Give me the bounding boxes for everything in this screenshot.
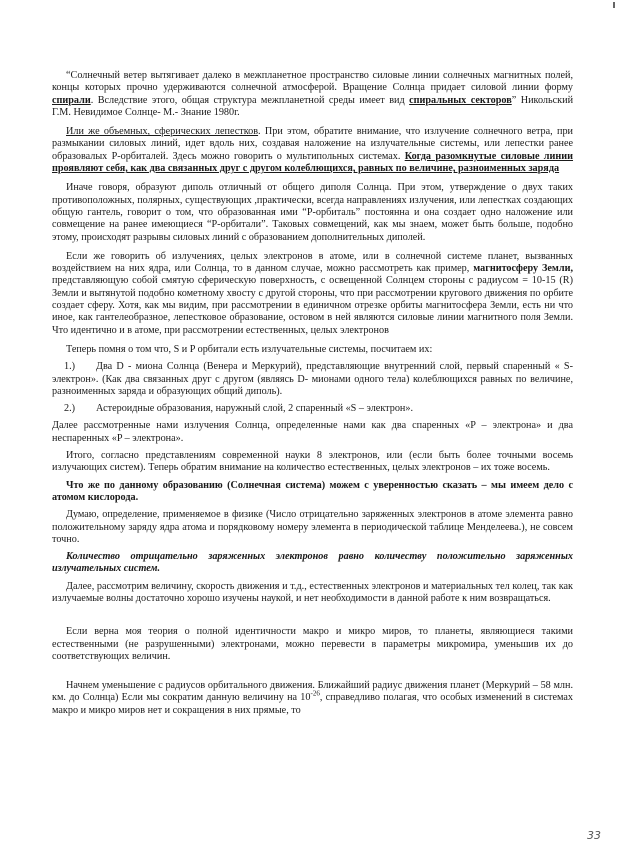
exponent: -26 — [310, 690, 320, 699]
spacer — [52, 612, 573, 626]
list-number: 2.) — [64, 403, 76, 415]
text-run: Начнем уменьшение с радиусов орбитального движения. Ближайший радиус движения планет (Меркурий – 58 млн. км. до Солнца) Если мы сократим данную величину на 10 — [52, 680, 573, 704]
paragraph-velocity: Далее, рассмотрим величину, скорость движения и т.д., естественных электронов и материальных тел колец, так как излучаемые волны достаточно хорошо изучены наукой, и нет необходимости в данной работе к ним возвращаться. — [52, 580, 573, 604]
text-run: , справедливо полагая, что особых изменений в системах макро и микро миров нет и сокращения в них прямые, то — [52, 692, 573, 716]
list-number: 1.) — [64, 361, 76, 373]
list-text: Астероидные образования, наружный слой, 2 спаренный «S – электрон». — [96, 403, 414, 415]
emphasis-spiral: спирали — [52, 94, 91, 106]
emphasis-dipole-statement: Когда разомкнутые силовые линии проявляют себя, как два связанных друг с другом колеблющихся, равных по величине, разноименных заряда — [52, 150, 574, 175]
emphasis-petals: Или же объемных, сферических лепестков — [66, 126, 259, 138]
page-number: 33 — [587, 829, 601, 842]
paragraph-petals — [52, 126, 573, 175]
paragraph-count-intro: Теперь помня о том что, S и P орбитали есть излучательные системы, посчитаем их: — [66, 343, 433, 355]
paragraph-identity-theory: Если верна моя теория о полной идентичности макро и микро миров, то планеты, являющиеся такими естественными (не разрушенными) электронами, можно перевести в параметры микромира, уменьшив их до соответствующих величин. — [52, 626, 573, 662]
list-text: Два D - миона Солнца (Венера и Меркурий), представляющие внутренний слой, первый спаренный « S-электрон». (Как два связанных друг с другом (являясь D- мионами одного тела) колеблющихся равных по величине, разноименных заряда и образующих общий диполь). — [52, 361, 573, 397]
emphasis-spiral-sectors: спиральных секторов — [409, 94, 512, 106]
paragraph-magnetosphere — [52, 251, 573, 337]
body-text — [52, 70, 573, 724]
paragraph-p-electrons: Далее рассмотренные нами излучения Солнца, определенные нами как два спаренных «P – электрона» и два неспаренных «P – электрона». — [52, 420, 573, 444]
spacer — [52, 670, 573, 680]
statement-oxygen: Что же по данному образованию (Солнечная система) можем с уверенностью сказать – мы имеем дело с атомом кислорода. — [52, 479, 573, 503]
text-run: представляющую собой смятую сферическую поверхность, с освещенной Солнцем стороны с радиусом = 10-15 (R) Земли и вытянутой подобно кометному хвосту с другой стороны, что при рассмотрении кругового движения по орбите создает сферу. Хотя, как мы видим, при рассмотрении в единичном отрезке орбиты магнитосфера Земли, есть ни что иное, как гантелеобразное, лепестковое образование, остовом в ней являются силовые линии магнитного поля Земли. Что идентично и в атоме, при рассмотрении естественных, целых электронов — [52, 275, 573, 336]
emphasis-magnetosphere: магнитосферу Земли, — [473, 263, 573, 275]
scan-edge-mark — [613, 2, 615, 8]
list-item — [52, 361, 573, 398]
paragraph-solar-wind — [52, 70, 573, 119]
statement-electron-count: Количество отрицательно заряженных электронов равно количеству положительно заряженных излучательных систем. — [52, 551, 573, 575]
list-item — [52, 403, 573, 415]
paragraph-orbit-radius — [52, 680, 573, 717]
paragraph-definition: Думаю, определение, применяемое в физике (Число отрицательно заряженных электронов в атоме элемента равно положительному заряду ядра атома и порядковому номеру элемента в периодической таблице Менделеева.), не совсем точно. — [52, 509, 573, 545]
citation: ” Никольский Г.М. Невидимое Солнце- М.- Знание 1980г. — [52, 94, 574, 118]
text-run: Если же говорить об излучениях, целых электронов в атоме, или в солнечной системе планет, вызванных воздействием на них ядра, или Солнца, то в данном случае, можно рассмотреть как пример, — [52, 250, 573, 275]
paragraph-dipole: Иначе говоря, образуют диполь отличный от общего диполя Солнца. При этом, утверждение о двух таких противоположных, полярных, существующих ,практически, всегда направлениях излучения, или лепестках создающих общую гантель, говорит о том, что образованная ими “P-орбиталь” постоянна и она создает одно наложение или совмещение на ранее имеющиеся “P-орбитали”. Таковых совмещений, как мы знаем, может быть больше, подобно этому, происходят разрывы силовых линий с образованием дополнительных диполей. — [52, 182, 573, 243]
text-run: . Вследствие этого, общая структура межпланетной среды имеет вид — [90, 94, 410, 106]
paragraph-eight-electrons: Итого, согласно представлениям современной науки 8 электронов, или (если быть более точными восемь излучающих систем). Теперь обратим внимание на количество естественных, целых электронов – их тоже восемь. — [52, 450, 573, 474]
text-run: “Солнечный ветер вытягивает далеко в межпланетное пространство силовые линии солнечных магнитных полей, концы которых прочно удерживаются солнечной атмосферой. Вращение Солнца придает силовой линии форму — [52, 70, 573, 94]
text-run: . При этом, обратите внимание, что излучение солнечного ветра, при размыкании силовых линий, идет вдоль них, создавая наложение на излучательные системы, или лепестки ранее образовалых P-орбиталей. Здесь можно говорить о мультипольных системах. — [52, 126, 573, 162]
